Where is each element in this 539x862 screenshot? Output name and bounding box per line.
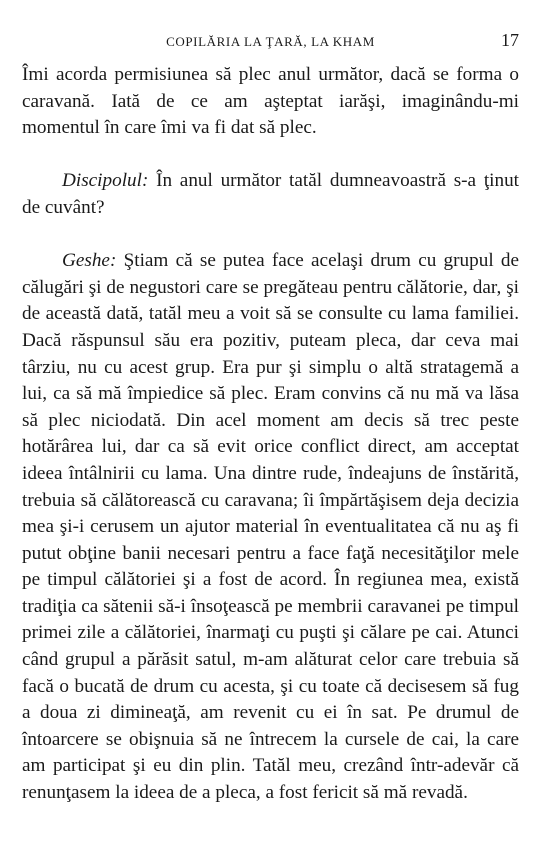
- paragraph-text: Îmi acorda permisiunea să plec anul următor, dacă se forma o caravană. Iată de ce am aşteptat iarăşi, imaginându-mi momentul în care îmi va fi dat să plec.: [22, 64, 519, 139]
- paragraph-disciple: [22, 168, 519, 221]
- page-number: 17: [501, 30, 519, 50]
- paragraph-text: În anul următor tatăl dumneavoastră s-a ţinut de cuvânt?: [22, 170, 519, 218]
- running-head: [22, 30, 519, 54]
- body-text: [22, 62, 519, 807]
- speaker-label: Geshe:: [62, 250, 117, 272]
- paragraph-geshe: [22, 248, 519, 806]
- paragraph-continuation: [22, 62, 519, 142]
- paragraph-text: Ştiam că se putea face acelaşi drum cu grupul de călugări şi de negustori care se pregăteau pentru călătorie, dar, şi de această dată, tatăl meu a voit să se consulte cu lama familiei. Dacă răspunsul său era pozitiv, puteam pleca, dar ceva mai târziu, nu cu acest grup. Era pur şi simplu o altă stratagemă a lui, ca să mă împiedice să plec. Eram convins că nu mă va lăsa să plec niciodată. Din acel moment am decis să trec peste hotărârea lui, dar ca să evit orice conflict direct, am acceptat ideea întâlnirii cu lama. Una dintre rude, îndeajuns de înstărită, trebuia să călătorească cu caravana; îi împărtăşisem deja decizia mea şi-i cerusem un ajutor material în eventualitatea că nu aş fi putut obţine banii necesari pentru a face faţă necesităţilor mele pe timpul călătoriei şi a fost de acord. În regiunea mea, există tradiţia ca sătenii să-i însoţească pe membrii caravanei pe timpul primei zile a călătoriei, înarmaţi cu puşti şi călare pe cai. Atunci când grupul a părăsit satul, m-am alăturat celor care trebuia să facă o bucată de drum cu acesta, şi cu toate că decisesem să fug a doua zi dimineaţă, am revenit cu ei în sat. Pe drumul de întoarcere se obişnuia să ne întrecem la cursele de cai, la care am participat şi eu din plin. Tatăl meu, crezând într-adevăr că renunţasem la ideea de a pleca, a fost fericit să mă revadă.: [22, 250, 519, 804]
- speaker-label: Discipolul:: [62, 170, 149, 192]
- running-title: COPILĂRIA LA ŢARĂ, LA KHAM: [166, 34, 375, 49]
